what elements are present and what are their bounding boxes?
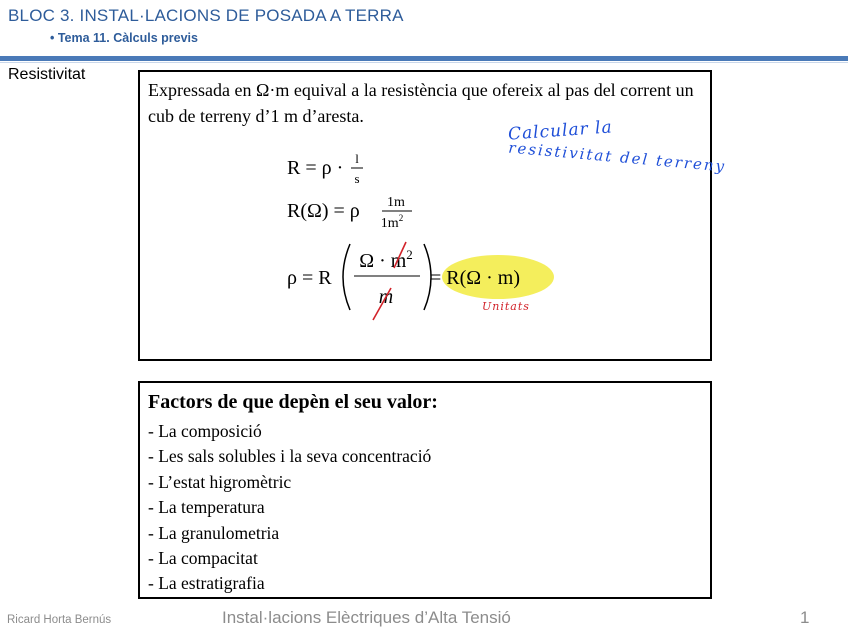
formula-resistance	[287, 151, 363, 186]
list-item: - La compacitat	[148, 548, 258, 569]
footer-course: Instal·lacions Elèctriques d’Alta Tensió	[222, 608, 511, 627]
formulas	[140, 72, 710, 359]
slide-title: BLOC 3. INSTAL·LACIONS DE POSADA A TERRA	[8, 6, 404, 25]
formula-2-numerator: 1m	[387, 195, 405, 210]
formula-resistance-units	[287, 195, 412, 231]
list-item: - L’estat higromètric	[148, 471, 292, 492]
section-label: Resistivitat	[8, 66, 86, 83]
factors-box	[138, 381, 712, 599]
list-item: - La temperatura	[148, 497, 265, 518]
definition-box	[138, 70, 727, 361]
header-divider	[0, 56, 848, 61]
handwritten-units-note: Unitats	[482, 300, 530, 313]
factors-title: Factors de que depèn el seu valor:	[148, 391, 438, 413]
footer-author: Ricard Horta Bernús	[7, 614, 112, 626]
formula-1-denominator: s	[354, 171, 360, 186]
formula-1-numerator: l	[355, 151, 359, 166]
formula-3-rhs: = R(Ω · m)	[430, 267, 521, 289]
formula-3-numerator: $\Omega \cdot m^2$	[359, 247, 413, 272]
formula-2-denominator: $1m^2$	[380, 213, 404, 231]
list-item: - La estratigrafia	[148, 573, 265, 594]
factors-list	[148, 419, 431, 597]
list-item: - La granulometria	[148, 522, 280, 543]
handwritten-note-line2: resistivitat del terreny	[507, 138, 727, 176]
handwritten-note-line1: Calcular la	[507, 117, 614, 145]
list-item: - La composició	[148, 421, 262, 441]
list-item: - Les sals solubles i la seva concentració	[148, 446, 432, 467]
definition-text: Expressada en Ω·m equival a la resistència que ofereix al pas del corrent un cub de terreny d’1 m d’aresta.	[148, 80, 694, 126]
formula-1-lhs: R = ρ ·	[287, 157, 344, 179]
header-divider-thin	[0, 62, 848, 63]
page-number: 1	[800, 608, 810, 627]
slide-subtitle: • Tema 11. Càlculs previs	[50, 31, 198, 45]
formula-2-lhs: R(Ω) = ρ	[287, 200, 360, 222]
formula-3-denominator: m	[378, 286, 394, 308]
formula-3-lhs: ρ = R	[287, 267, 332, 289]
